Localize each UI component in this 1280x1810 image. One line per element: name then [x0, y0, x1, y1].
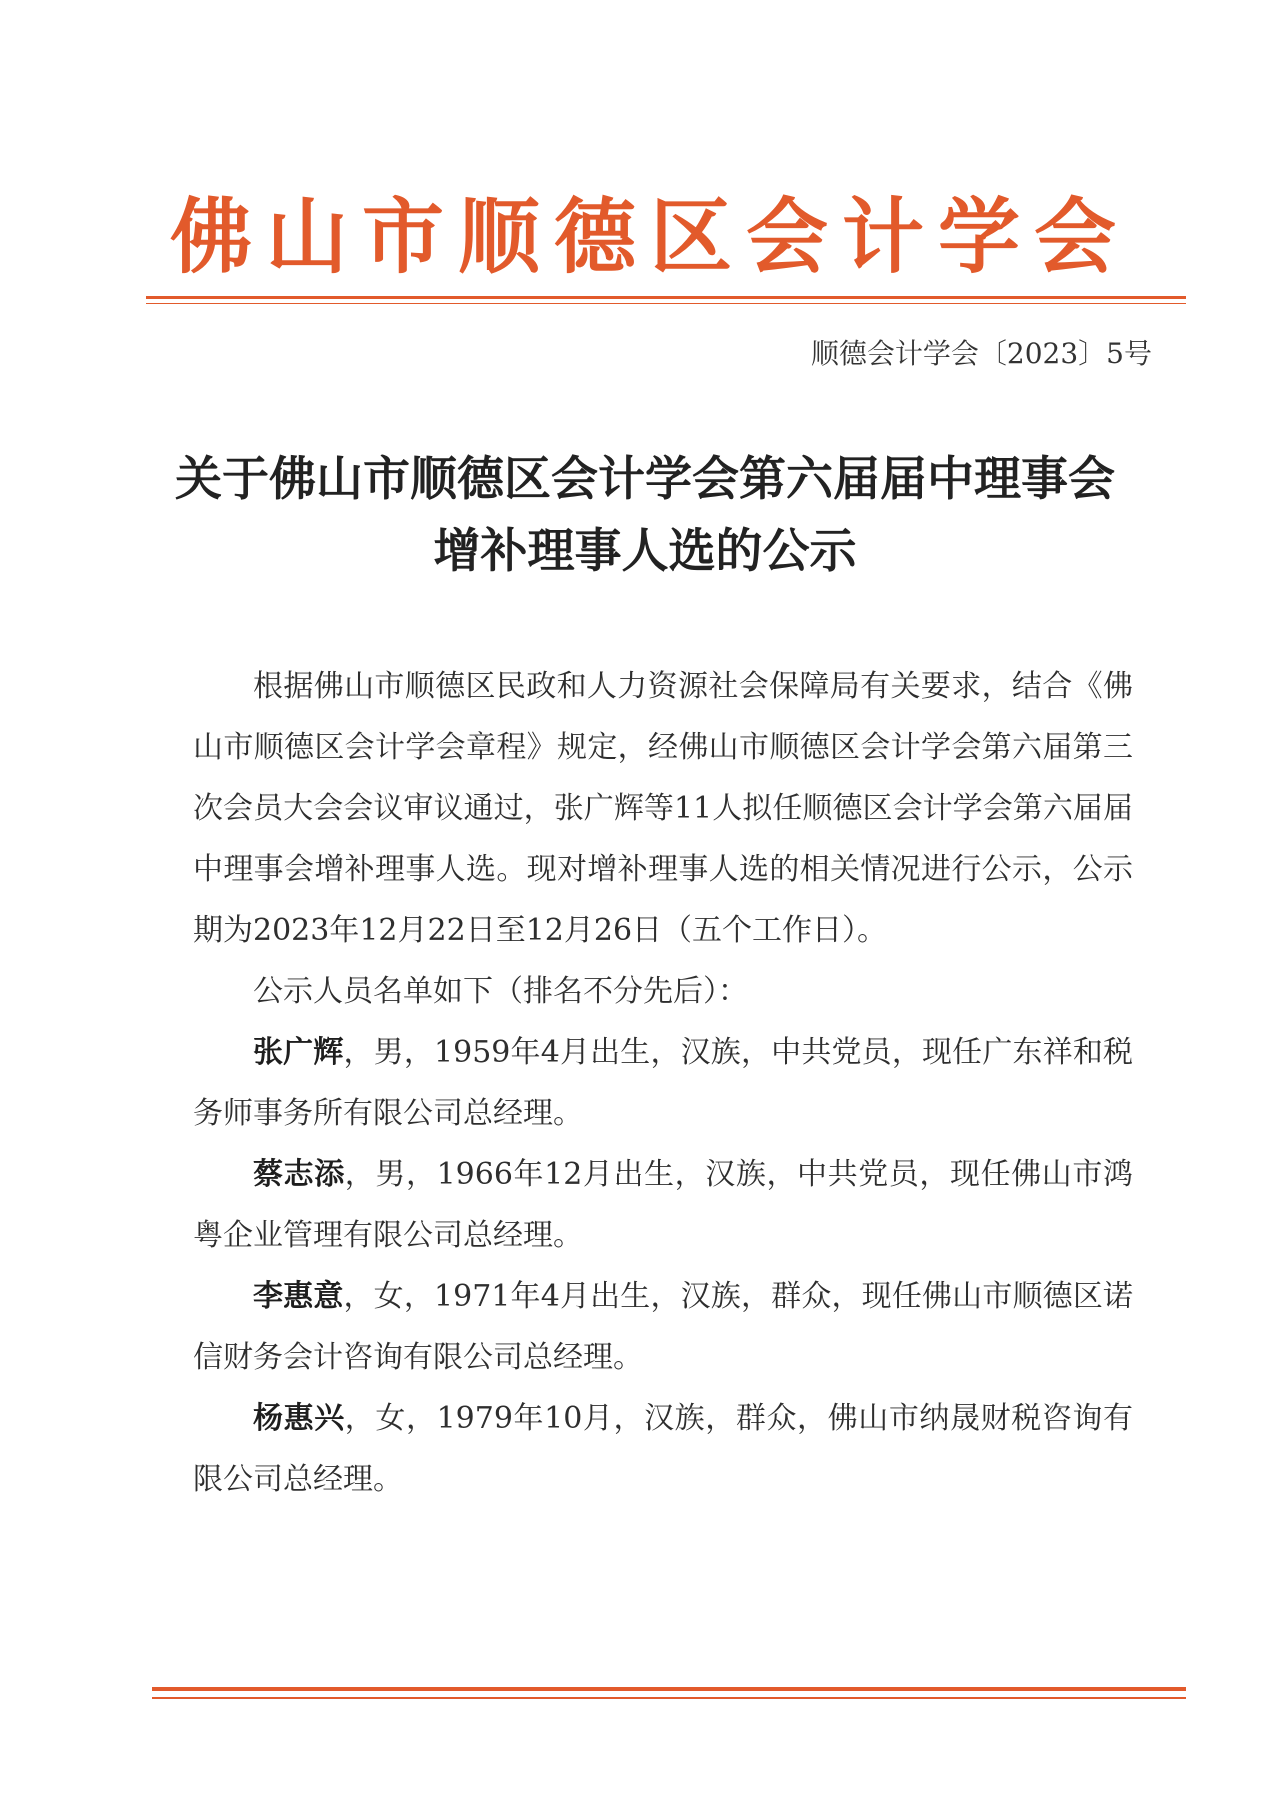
candidate-detail: ，女，1979年10月，汉族，群众，佛山市纳晟财税咨询有限公司总经理。 — [193, 1401, 1134, 1497]
list-intro: 公示人员名单如下（排名不分先后）： — [253, 974, 748, 1009]
candidate-name: 张广辉 — [253, 1035, 344, 1070]
candidate-detail: ，女，1971年4月出生，汉族，群众，现任佛山市顺德区诺信财务会计咨询有限公司总经理。 — [193, 1279, 1134, 1375]
header-divider — [146, 296, 1186, 299]
candidate-name: 杨惠兴 — [253, 1401, 345, 1436]
document-number: 顺德会计学会〔2023〕5号 — [810, 337, 1152, 370]
candidate-entry — [193, 1144, 1133, 1266]
candidate-name: 李惠意 — [253, 1279, 344, 1314]
candidate-name: 蔡志添 — [253, 1157, 345, 1192]
title-line-2: 增补理事人选的公示 — [433, 524, 857, 579]
candidate-detail: ，男，1959年4月出生，汉族，中共党员，现任广东祥和税务师事务所有限公司总经理。 — [193, 1035, 1134, 1131]
organization-header: 佛山市顺德区会计学会 — [169, 190, 1130, 285]
footer-divider — [152, 1687, 1186, 1691]
intro-paragraph: 根据佛山市顺德区民政和人力资源社会保障局有关要求，结合《佛山市顺德区会计学会章程》规定，经佛山市顺德区会计学会第六届第三次会员大会会议审议通过，张广辉等11人拟任顺德区会计学会第六届届中理事会增补理事人选。现对增补理事人选的相关情况进行公示，公示期为2023年12月22日至12月26日（五个工作日）。 — [193, 669, 1133, 948]
document-title — [150, 444, 1140, 588]
candidate-entry — [193, 1022, 1133, 1144]
title-line-1: 关于佛山市顺德区会计学会第六届届中理事会 — [175, 452, 1115, 507]
candidate-entry — [193, 1266, 1133, 1388]
candidate-detail: ，男，1966年12月出生，汉族，中共党员，现任佛山市鸿粤企业管理有限公司总经理。 — [193, 1157, 1134, 1253]
candidate-entry — [193, 1388, 1133, 1510]
document-body — [193, 656, 1133, 1510]
